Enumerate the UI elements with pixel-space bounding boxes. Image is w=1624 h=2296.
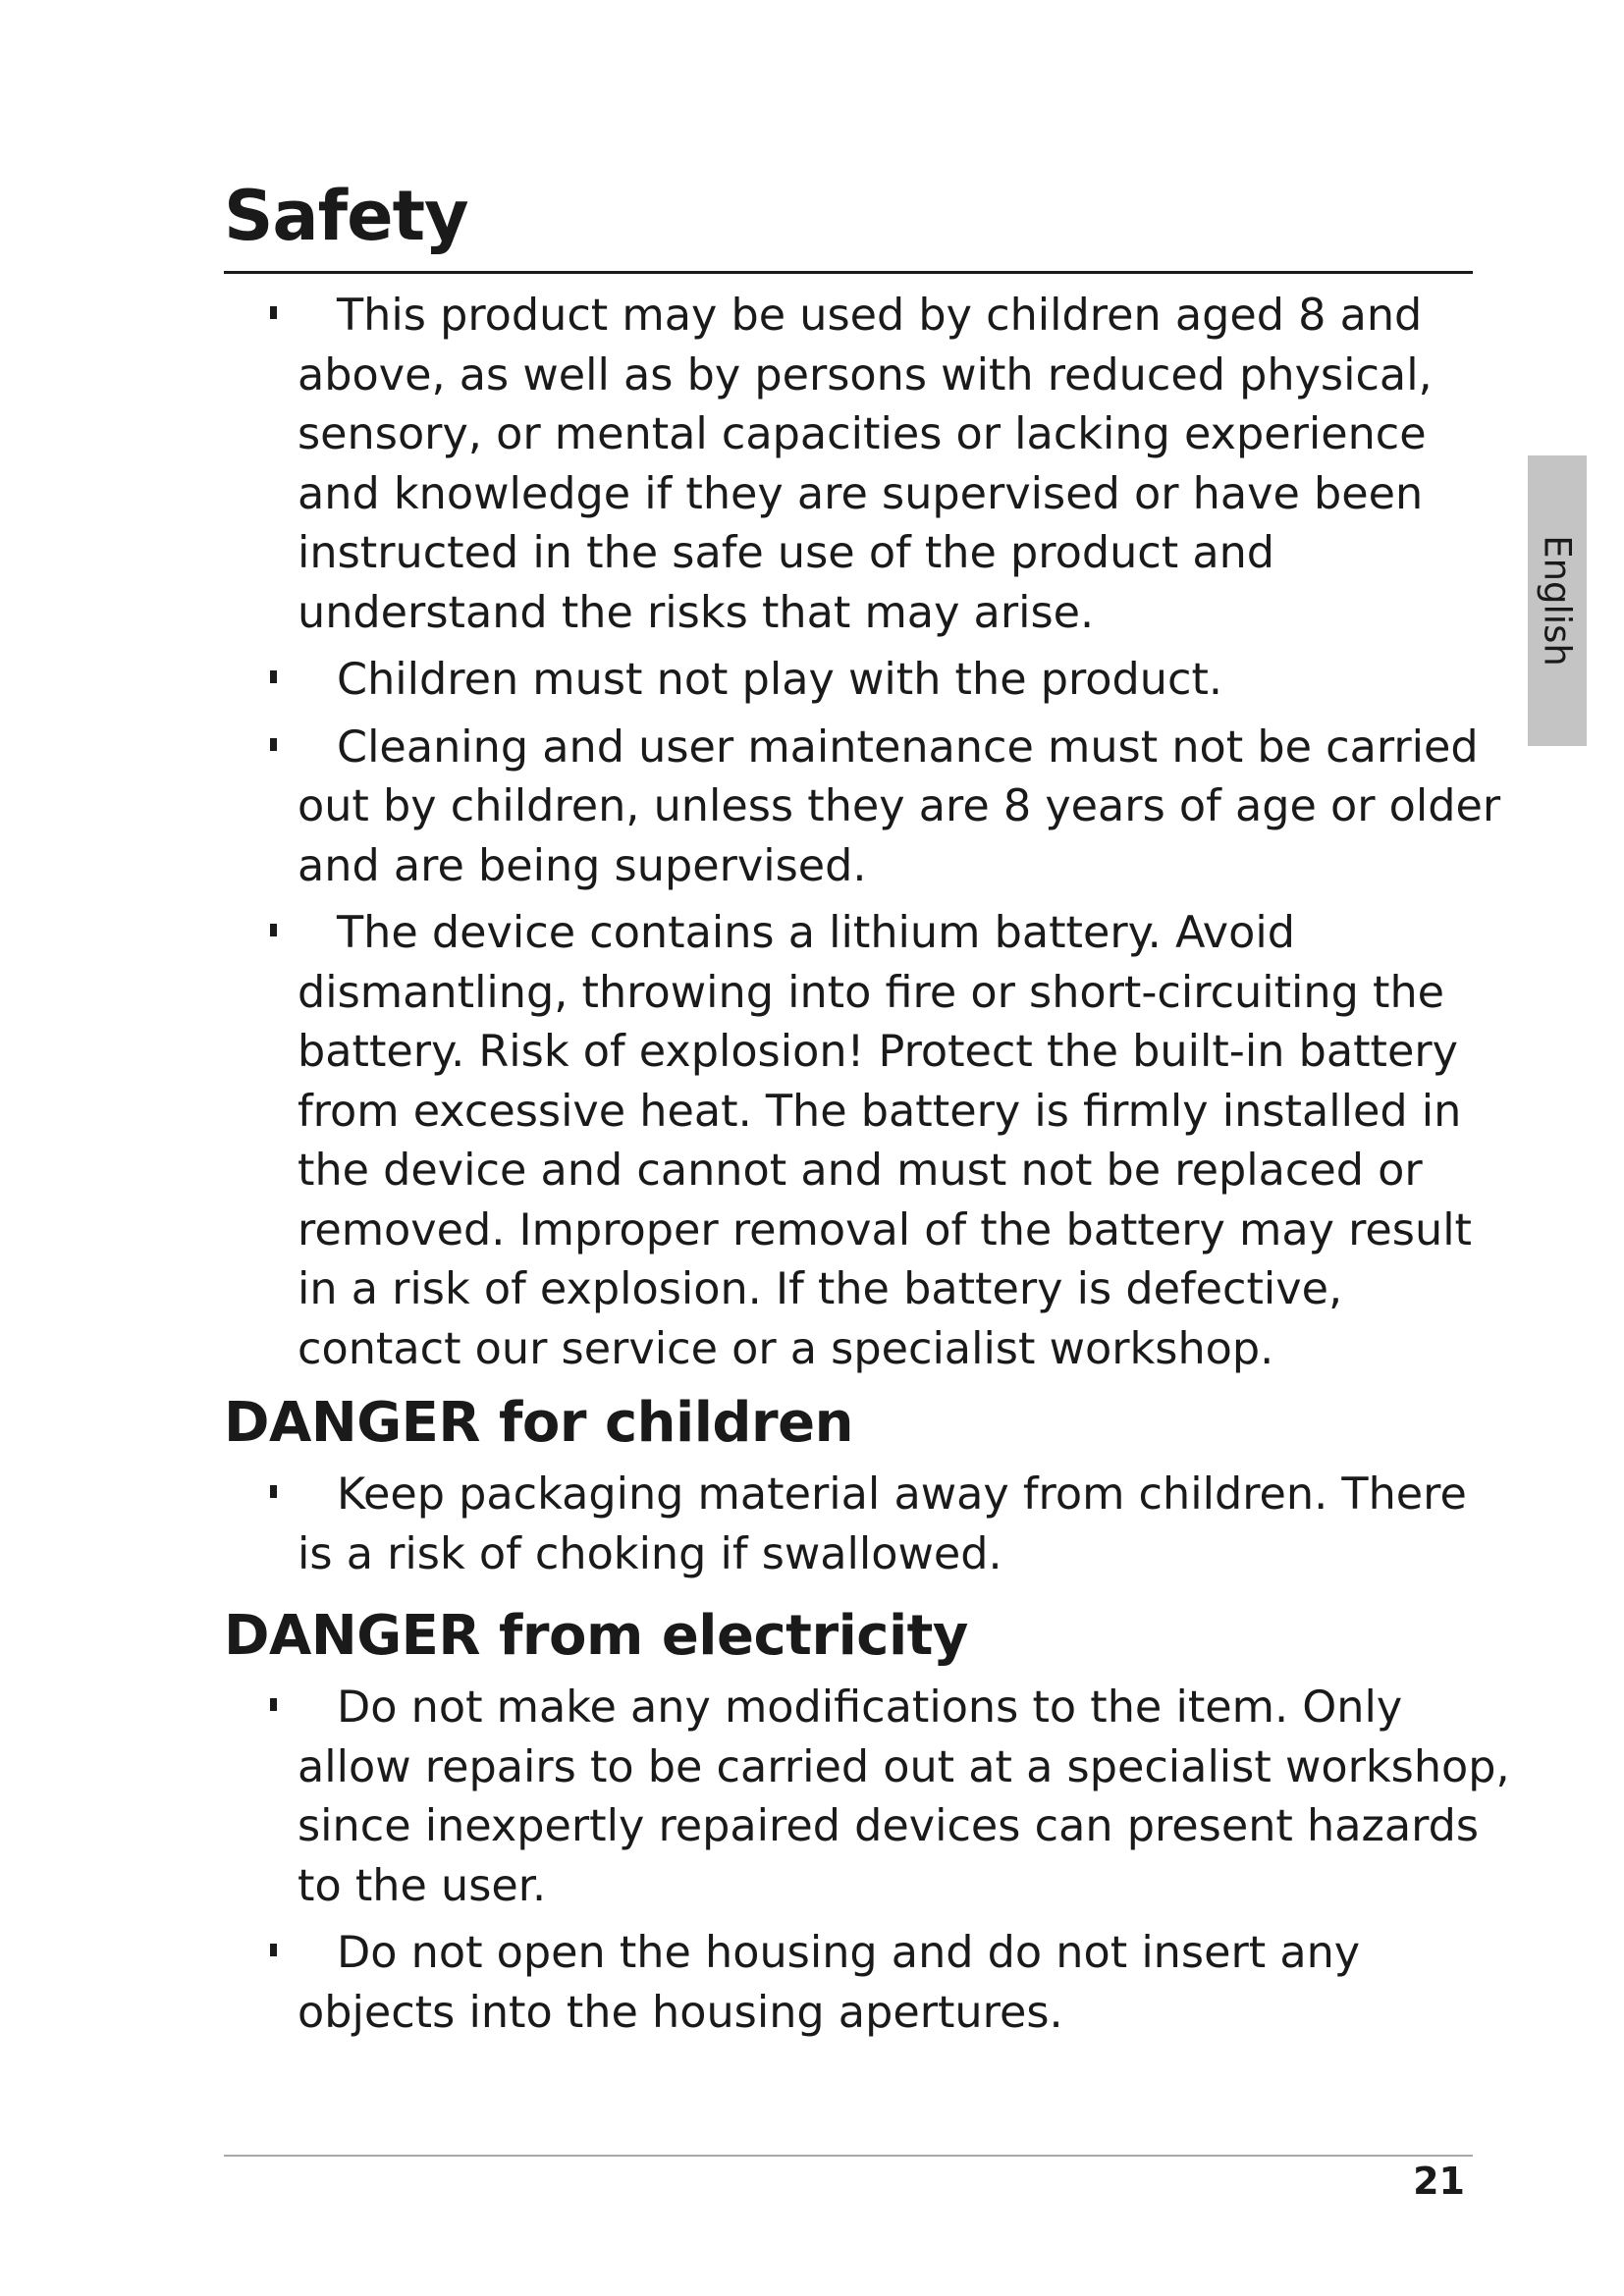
footer-divider [224, 2155, 1473, 2157]
list-item [298, 1679, 1510, 1916]
list-item-text: Children must not play with the product. [337, 655, 1223, 705]
list-item [298, 287, 1510, 643]
bullet-icon [270, 738, 277, 751]
list-item-text: Do not make any modifications to the item. Only allow repairs to be carried out at a specialist workshop, since inexpertly repaired devices can present hazards to the user. [298, 1682, 1510, 1911]
list-item [298, 904, 1510, 1379]
page-number: 21 [1413, 2160, 1465, 2203]
list-item-text: Keep packaging material away from children. There is a risk of choking if swallowed. [298, 1469, 1467, 1579]
list-item [298, 1466, 1510, 1584]
bullet-icon [270, 1944, 277, 1956]
bullet-icon [270, 306, 277, 319]
list-item-text: The device contains a lithium battery. Avoid dismantling, throwing into fire or short-circuiting the battery. Risk of explosion! Protect the built-in battery from excessive heat. The battery is firmly installed in the device and cannot and must not be replaced or removed. Improper removal of the battery may result in a risk of explosion. If the battery is defective, contact our service or a specialist workshop. [298, 908, 1473, 1374]
bullet-icon [270, 1485, 277, 1498]
list-item [298, 719, 1510, 897]
safety-list [224, 287, 1510, 1379]
main-content [224, 287, 1510, 2051]
language-tab-label: English [1536, 535, 1579, 667]
language-tab [1528, 455, 1587, 746]
list-item-text: This product may be used by children aged 8 and above, as well as by persons with reduced physical, sensory, or mental capacities or lacking experience and knowledge if they are supervised or have been instructed in the safe use of the product and understand the risks that may arise. [298, 291, 1433, 638]
bullet-icon [270, 670, 277, 683]
danger-children-heading: DANGER for children [224, 1391, 853, 1455]
danger-electricity-list [224, 1679, 1510, 2043]
danger-electricity-heading: DANGER from electricity [224, 1604, 968, 1668]
bullet-icon [270, 924, 277, 936]
list-item-text: Do not open the housing and do not insert any objects into the housing apertures. [298, 1928, 1361, 2038]
page-title: Safety [224, 176, 468, 256]
list-item [298, 1924, 1510, 2043]
list-item-text: Cleaning and user maintenance must not be carried out by children, unless they are 8 years of age or older and are being supervised. [298, 721, 1501, 891]
danger-children-list [224, 1466, 1510, 1584]
list-item [298, 651, 1510, 711]
bullet-icon [270, 1698, 277, 1711]
title-divider [224, 271, 1473, 274]
